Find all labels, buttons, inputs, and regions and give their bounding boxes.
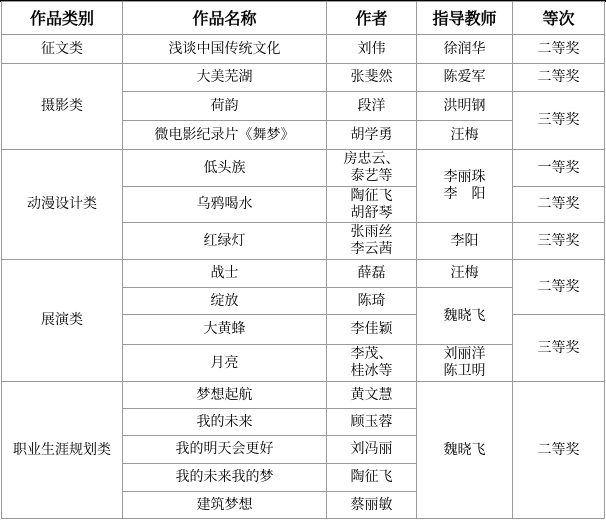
title-cell: 战士 [123,260,327,288]
header-advisor: 指导教师 [417,2,513,35]
award-cell: 一等奖 [513,150,605,187]
award-cell: 二等奖 [513,187,605,223]
advisor-cell: 魏晓飞 [417,288,513,345]
award-cell: 三等奖 [513,92,605,150]
header-category: 作品类别 [2,2,123,35]
title-cell: 大黄蜂 [123,315,327,345]
title-cell: 低头族 [123,150,327,187]
author-cell: 刘伟 [327,35,417,64]
award-cell: 二等奖 [513,35,605,64]
category-cell: 展演类 [2,260,123,382]
title-cell: 我的明天会更好 [123,436,327,464]
title-cell: 梦想起航 [123,382,327,409]
advisor-cell: 魏晓飞 [417,382,513,519]
table-row [2,64,605,92]
author-cell: 房忠云、 泰艺等 [327,150,417,187]
advisor-cell: 洪明钢 [417,92,513,121]
award-cell: 二等奖 [513,64,605,92]
author-cell: 薛磊 [327,260,417,288]
table-row [2,382,605,409]
advisor-cell: 李阳 [417,223,513,260]
author-cell: 蔡丽敏 [327,492,417,519]
author-cell: 陶征飞 [327,464,417,492]
title-cell: 浅谈中国传统文化 [123,35,327,64]
advisor-cell: 刘丽洋 陈卫明 [417,345,513,382]
advisor-cell: 陈爱军 [417,64,513,92]
header-row [2,2,605,35]
author-cell: 陈琦 [327,288,417,315]
header-title: 作品名称 [123,2,327,35]
title-cell: 建筑梦想 [123,492,327,519]
table-row [2,260,605,288]
title-cell: 月亮 [123,345,327,382]
category-cell: 动漫设计类 [2,150,123,260]
title-cell: 荷韵 [123,92,327,121]
award-cell: 三等奖 [513,315,605,382]
author-cell: 李茂、 桂冰等 [327,345,417,382]
advisor-cell: 徐润华 [417,35,513,64]
award-cell: 二等奖 [513,382,605,519]
title-cell: 乌鸦喝水 [123,187,327,223]
title-cell: 我的未来我的梦 [123,464,327,492]
author-cell: 张斐然 [327,64,417,92]
author-cell: 陶征飞 胡舒琴 [327,187,417,223]
header-author: 作者 [327,2,417,35]
award-cell: 三等奖 [513,223,605,260]
header-award: 等次 [513,2,605,35]
category-cell: 职业生涯规划类 [2,382,123,519]
author-cell: 刘冯丽 [327,436,417,464]
author-cell: 胡学勇 [327,121,417,150]
author-cell: 段洋 [327,92,417,121]
title-cell: 红绿灯 [123,223,327,260]
author-cell: 李佳颖 [327,315,417,345]
title-cell: 微电影纪录片《舞梦》 [123,121,327,150]
category-cell: 摄影类 [2,64,123,150]
category-cell: 征文类 [2,35,123,64]
awards-table [1,1,605,519]
table-row [2,150,605,187]
table-row [2,35,605,64]
title-cell: 大美芜湖 [123,64,327,92]
title-cell: 绽放 [123,288,327,315]
author-cell: 黄文慧 [327,382,417,409]
title-cell: 我的未来 [123,409,327,436]
advisor-cell: 汪梅 [417,121,513,150]
author-cell: 张雨丝 李云茜 [327,223,417,260]
award-cell: 二等奖 [513,260,605,315]
advisor-cell: 李丽珠 李 阳 [417,150,513,223]
advisor-cell: 汪梅 [417,260,513,288]
author-cell: 顾玉蓉 [327,409,417,436]
